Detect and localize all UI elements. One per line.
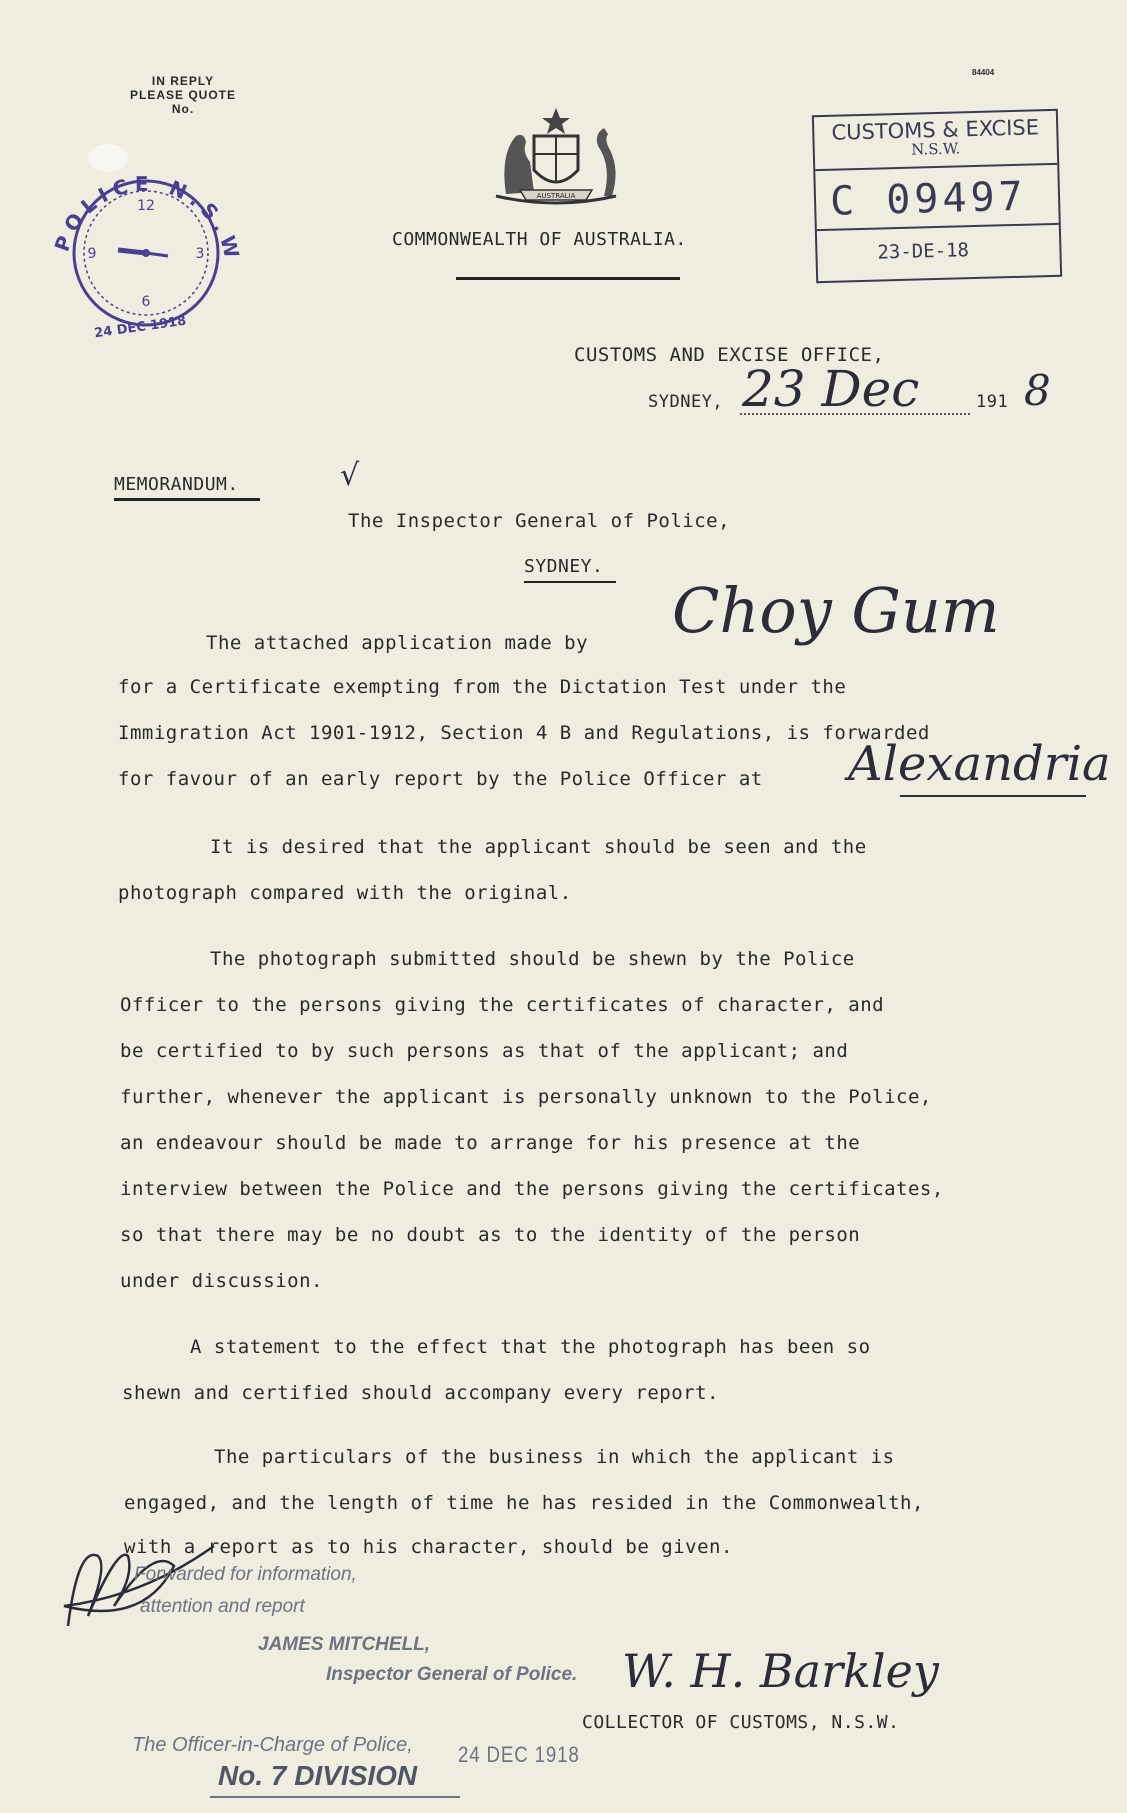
police-stamp-date: 24 DEC 1918 [93,313,188,342]
date-dotted-line [740,413,970,415]
p3-line-1: The photograph submitted should be shewn by the Police [210,948,855,970]
p1-line-2: for a Certificate exempting from the Dictation Test under the [118,676,847,698]
heading-rule [456,277,680,280]
police-receipt-stamp [46,138,246,348]
collector-signature: W. H. Barkley [622,1644,939,1698]
forwarding-line-2: attention and report [140,1596,305,1617]
p5-line-1: The particulars of the business in which the applicant is [214,1446,895,1468]
recipient: The Inspector General of Police, [348,510,731,532]
p4-line-2: shewn and certified should accompany every report. [122,1382,719,1404]
customs-excise-stamp [812,109,1062,283]
reply-line-2: PLEASE QUOTE [129,88,236,102]
customs-stamp-line-1: CUSTOMS & EXCISE [831,115,1040,145]
p5-line-2: engaged, and the length of time he has resided in the Commonwealth, [124,1492,924,1514]
handwritten-place: Alexandria [848,736,1111,792]
office-name: CUSTOMS AND EXCISE OFFICE, [574,344,885,366]
reply-reference-block [108,74,258,116]
police-stamp-arc-text: POLICE N.S.W [49,171,246,265]
p3-line-3: be certified to by such persons as that of the applicant; and [120,1040,849,1062]
p1-line-4: for favour of an early report by the Police Officer at [118,768,763,790]
place-underline [900,795,1086,797]
office-city: SYDNEY, [648,392,724,412]
crest-ribbon-text: AUSTRALIA [536,192,576,200]
p3-line-7: so that there may be no doubt as to the identity of the person [120,1224,861,1246]
p3-line-6: interview between the Police and the persons giving the certificates, [120,1178,944,1200]
commonwealth-crest-icon [476,104,636,214]
p3-line-5: an endeavour should be made to arrange for his presence at the [120,1132,861,1154]
p3-line-2: Officer to the persons giving the certificates of character, and [120,994,885,1016]
p1-line-1: The attached application made by [206,632,589,654]
customs-stamp-line-2: N.S.W. [911,139,961,159]
memorandum-label: MEMORANDUM. [114,474,239,495]
p1-line-3: Immigration Act 1901-1912, Section 4 B and Regulations, is forwarded [118,722,930,744]
forwarding-title: Inspector General of Police. [326,1664,578,1685]
customs-stamp-number: C 09497 [829,173,1028,225]
p3-line-4: further, whenever the applicant is personally unknown to the Police, [120,1086,932,1108]
recipient-city: SYDNEY. [524,556,604,577]
reply-line-3: No. [171,102,195,116]
memorandum-underline [114,498,260,501]
p2-line-1: It is desired that the applicant should be seen and the [210,836,867,858]
check-mark-icon: √ [340,458,360,493]
initials-flourish [58,1536,238,1646]
svg-text:9: 9 [87,246,97,262]
division-underline [210,1796,460,1798]
forwarding-division: No. 7 DIVISION [218,1760,418,1791]
handwritten-applicant-name: Choy Gum [672,574,1000,647]
customs-stamp-date: 23-DE-18 [877,239,970,264]
initials-flourish-icon [58,1536,238,1646]
customs-stamp-divider-1 [815,163,1057,171]
p5-line-3: with a report as to his character, should be given. [124,1536,733,1558]
commonwealth-heading: COMMONWEALTH OF AUSTRALIA. [392,229,687,250]
handwritten-date: 23 Dec [742,360,920,418]
svg-text:6: 6 [141,294,151,310]
forwarding-line-1: Forwarded for information, [134,1564,357,1585]
forwarding-signatory: JAMES MITCHELL, [258,1634,431,1655]
recipient-city-underline [524,581,616,583]
coat-of-arms [476,104,636,214]
reply-line-1: IN REPLY [151,74,215,88]
svg-text:3: 3 [195,246,205,262]
p2-line-2: photograph compared with the original. [118,882,572,904]
forwarding-to-line: The Officer-in-Charge of Police, [132,1734,413,1756]
year-prefix: 191 [976,392,1009,412]
svg-text:12: 12 [137,198,155,214]
forwarding-date: 24 DEC 1918 [458,1742,580,1767]
police-clock-stamp-icon [46,138,246,348]
collector-title: COLLECTOR OF CUSTOMS, N.S.W. [582,1712,900,1733]
p3-line-8: under discussion. [120,1270,323,1292]
handwritten-year-digit: 8 [1024,366,1051,415]
p4-line-1: A statement to the effect that the photograph has been so [190,1336,871,1358]
form-number: 84404 [972,68,995,77]
